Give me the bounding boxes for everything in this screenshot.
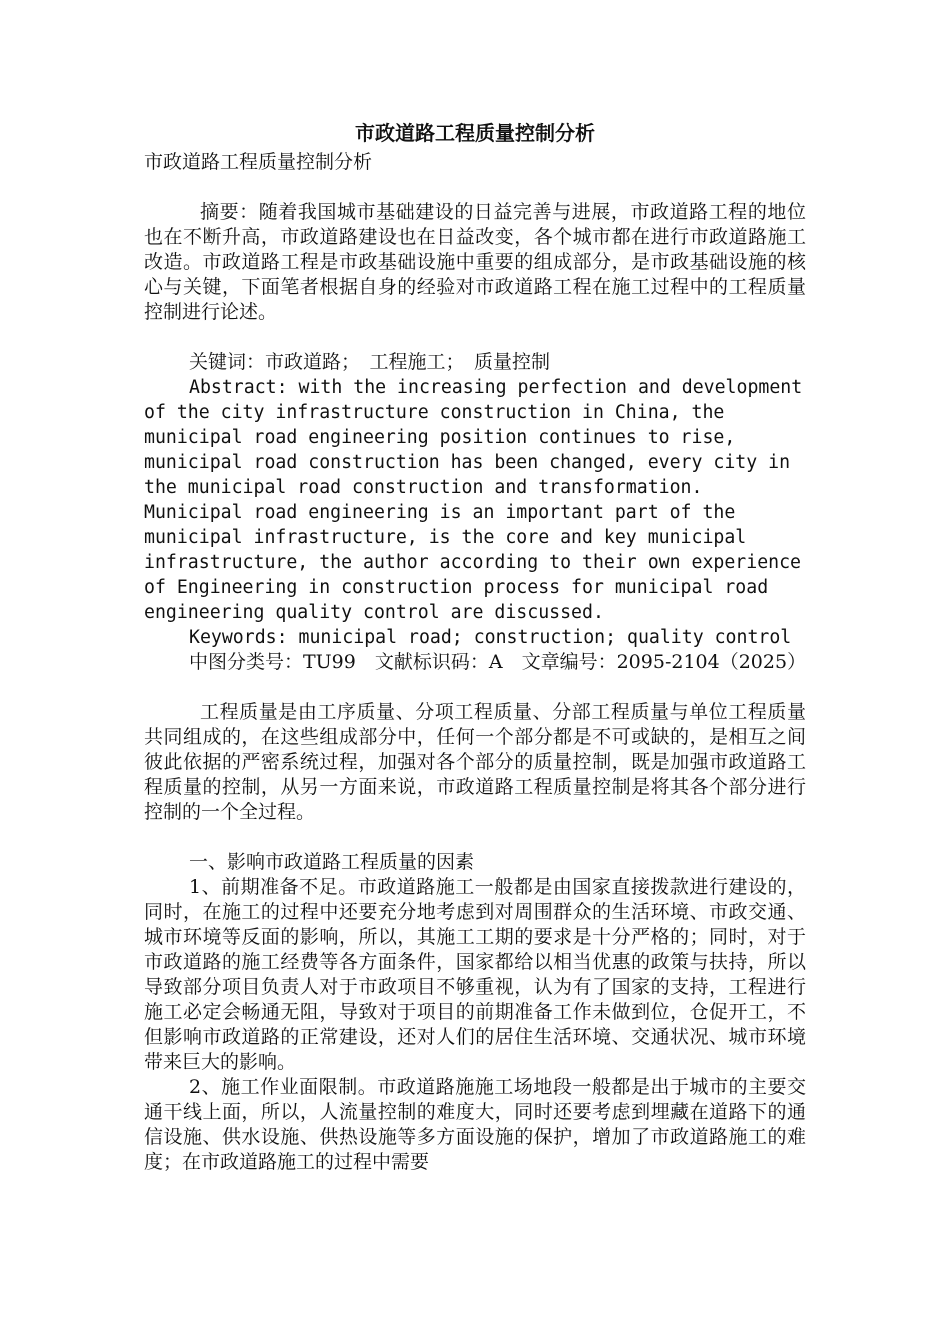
classification-line: 中图分类号：TU99 文献标识码：A 文章编号：2095-2104（2025） [189, 651, 807, 673]
paragraph-2: 2、施工作业面限制。市政道路施施工场地段一般都是出于城市的主要交通干线上面，所以，人流量控制的难度大，同时还要考虑到埋藏在道路下的通信设施、供水设施、供热设施等多方面设施的保护，增加了市政道路施工的难度；在市政道路施工的过程中需要 [144, 1076, 806, 1173]
spacer [144, 675, 806, 700]
document-page [144, 118, 806, 1175]
spacer [144, 325, 806, 350]
intro-paragraph: 工程质量是由工序质量、分项工程质量、分部工程质量与单位工程质量共同组成的，在这些组成部分中，任何一个部分都是不可或缺的，是相互之间彼此依据的严密系统过程，加强对各个部分的质量控制，既是加强市政道路工程质量的控制，从另一方面来说，市政道路工程质量控制是将其各个部分进行控制的一个全过程。 [144, 701, 806, 823]
spacer [144, 175, 806, 200]
keywords-en: Keywords: municipal road; construction; quality control [189, 627, 792, 648]
paragraph-1: 1、前期准备不足。市政道路施工一般都是由国家直接拨款进行建设的，同时，在施工的过程中还要充分地考虑到对周围群众的生活环境、市政交通、城市环境等反面的影响，所以，其施工工期的要求是十分严格的；同时，对于市政道路的施工经费等各方面条件，国家都给以相当优惠的政策与扶持，所以导致部分项目负责人对于市政项目不够重视，认为有了国家的支持，工程进行施工必定会畅通无阻，导致对于项目的前期准备工作未做到位，仓促开工，不但影响市政道路的正常建设，还对人们的居住生活环境、交通状况、城市环境带来巨大的影响。 [144, 876, 806, 1073]
document-subtitle: 市政道路工程质量控制分析 [144, 151, 373, 173]
document-title: 市政道路工程质量控制分析 [355, 121, 595, 145]
spacer [144, 825, 806, 850]
section1-heading: 一、影响市政道路工程质量的因素 [189, 851, 475, 873]
abstract-cn: 摘要：随着我国城市基础建设的日益完善与进展，市政道路工程的地位也在不断升高，市政道路建设也在日益改变，各个城市都在进行市政道路施工改造。市政道路工程是市政基础设施中重要的组成部分，是市政基础设施的核心与关键，下面笔者根据自身的经验对市政道路工程在施工过程中的工程质量控制进行论述。 [144, 201, 806, 323]
keywords-cn: 关键词：市政道路； 工程施工； 质量控制 [189, 351, 551, 373]
abstract-en: Abstract: with the increasing perfection and development of the city infrastructure construction in China, the municipal road engineering position continues to rise, municipal road construction has been changed, every city in the municipal road construction and transformation. Municipal road engineering is an important part of the municipal infrastructure, is the core and key municipal infrastructure, the author according to their own experience of Engineering in construction process for municipal road engineering quality control are discussed. [144, 377, 803, 623]
